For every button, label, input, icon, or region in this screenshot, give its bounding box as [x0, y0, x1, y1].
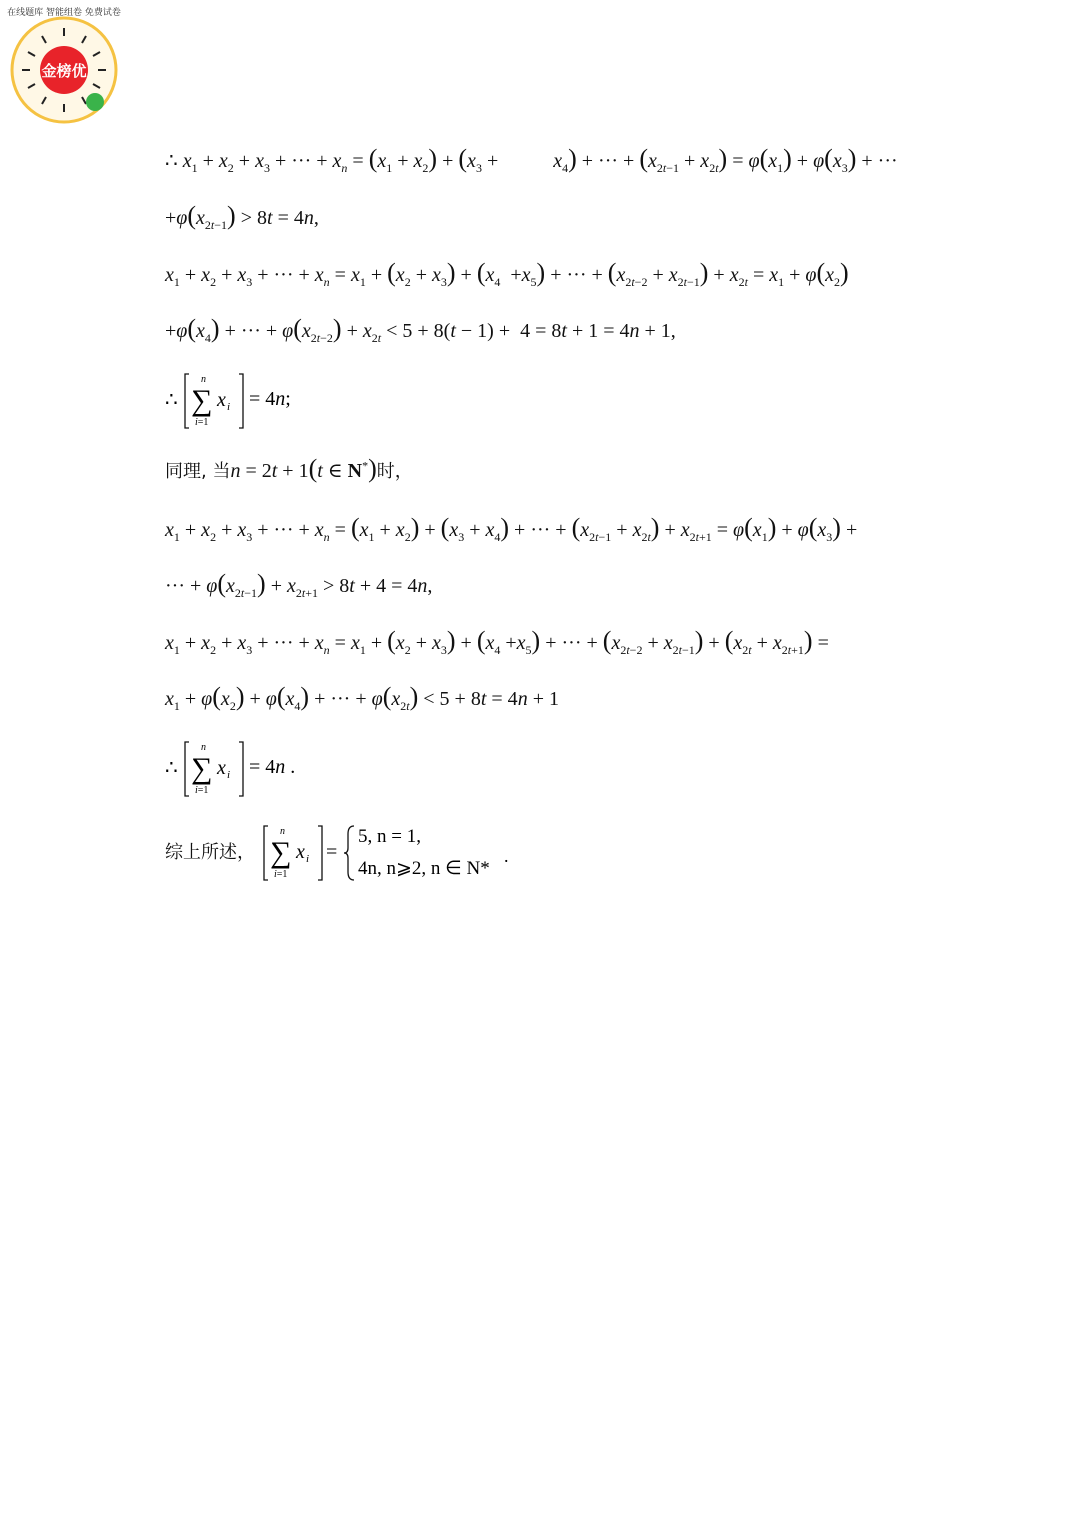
logo-center-text: 金榜优 — [41, 62, 87, 80]
svg-text:= 4n .: = 4n . — [249, 756, 296, 778]
case-2: 4n, n⩾2, n ∈ N* — [358, 858, 490, 879]
svg-text:i=1: i=1 — [195, 417, 209, 428]
equation-line-1: ∴ $x_1 + x_2 + x_3$ + ··· + $x_n = (x_1 + x_2) + (x_3$ + $x_4$) + ··· + $(x_{2t-1} + x_{2t}) = \varphi(x_1) + \varphi(x_3)$ + ··· — [165, 144, 898, 175]
equation-line-9: $x_1 + x_2 + x_3$ + ··· + $x_n = x_1 + (x_2 + x_3) + (x_4 +x_5)$ + ··· + $(x_{2t-2} + x_{2t-1}) + (x_{2t} + x_{2t+1})$ = — [165, 626, 829, 657]
svg-text:i: i — [306, 853, 310, 865]
cases-expression — [260, 822, 520, 884]
equation-line-2: $+\varphi(x_{2t-1}) > 8t = 4n$, — [165, 201, 319, 232]
equation-line-11 — [165, 738, 325, 798]
floor-sum-expression — [165, 370, 325, 430]
svg-text:∑: ∑ — [270, 836, 292, 869]
when-label: 时， — [376, 461, 413, 482]
conclusion-line — [165, 822, 520, 884]
svg-text:x: x — [217, 757, 226, 779]
svg-text:∴: ∴ — [165, 389, 178, 411]
svg-text:x: x — [217, 389, 226, 411]
svg-text:n: n — [201, 742, 206, 753]
equation-line-7: $x_1 + x_2 + x_3$ + ··· + $x_n = (x_1 + x_2) + (x_3 + x_4)$ + ··· + $(x_{2t-1} + x_{2t}) + x_{2t+1} = \varphi(x_1) + \varphi(x_3)$ + — [165, 513, 858, 544]
svg-text:i=1: i=1 — [274, 869, 288, 880]
svg-text:n: n — [280, 826, 285, 837]
similarly-label: 同理, 当 — [165, 461, 231, 482]
svg-text:n: n — [201, 374, 206, 385]
svg-text:∑: ∑ — [191, 752, 213, 785]
svg-text:x: x — [296, 841, 305, 863]
svg-text:∴: ∴ — [165, 757, 178, 779]
conclusion-label: 综上所述， — [165, 842, 255, 863]
svg-text:i=1: i=1 — [195, 785, 209, 796]
svg-text:.: . — [504, 846, 509, 866]
logo-top-text: 在线题库 智能组卷 免费试卷 — [7, 8, 121, 18]
equation-line-5 — [165, 370, 325, 430]
svg-text:i: i — [227, 401, 231, 413]
jinbangyou-logo — [2, 2, 126, 126]
svg-text:∑: ∑ — [191, 384, 213, 417]
equation-line-8: ··· + $\varphi(x_{2t-1}) + x_{2t+1} > 8t + 4 = 4n$, — [165, 569, 433, 600]
case-1: 5, n = 1, — [358, 826, 421, 847]
svg-text:= 4n;: = 4n; — [249, 388, 291, 410]
floor-sum-expression-2 — [165, 738, 325, 798]
svg-text:=: = — [326, 841, 338, 863]
equation-line-4: $+\varphi(x_4)$ + ··· + $\varphi(x_{2t-2}) + x_{2t} < 5 + 8(t - 1) + 4 = 8t + 1 = 4n + 1$, — [165, 314, 676, 345]
equation-line-6: 同理, 当n = 2t + 1(t ∈ N*)时， — [165, 454, 413, 483]
equation-line-3: $x_1 + x_2 + x_3$ + ··· + $x_n = x_1 + (x_2 + x_3) + (x_4 +x_5)$ + ··· + $(x_{2t-2} + x_{2t-1}) + x_{2t} = x_1 + \varphi(x_2)$ — [165, 258, 849, 289]
therefore-symbol: ∴ — [165, 150, 178, 172]
equation-line-10: $x_1 + \varphi(x_2) + \varphi(x_4)$ + ··· + $\varphi(x_{2t}) < 5 + 8t = 4n + 1$ — [165, 682, 559, 713]
svg-text:i: i — [227, 769, 231, 781]
